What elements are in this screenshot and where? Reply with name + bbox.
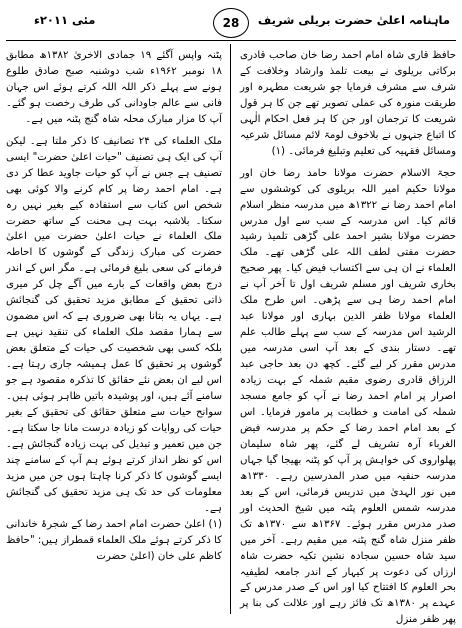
column-divider [230, 44, 231, 614]
header-rule [6, 40, 456, 41]
paragraph: ملک العلماء کی ۲۴ تصانیف کا ذکر ملتا ہے۔ لیکن آپ کی ایک ہی تصنیف "حیات اعلیٰ حضرت" ایسی تصنیف ہے جس نے آپ کو حیات جاوید عطا کر دی ہے۔ امام احمد رضا پر کام کرنے والا کوئی بھی شخص اس کتاب سے استفادہ کیے بغیر نہیں رہ سکتا۔ بلاشبہ بہت ہی محنت کے ساتھ حضرت ملک العلماء نے حیات اعلیٰ حضرت میں اعلیٰ حضرت کی مبارک زندگی کے گوشوں کا احاطہ فرمانے کی سعی بلیغ فرمائی ہے۔ مگر اس کے اندر درج بعض واقعات کے بارے میں آگے چل کر میری ذاتی تحقیق کے مطابق مزید تحقیق کی گنجائش ہے۔ یہاں یہ بتانا بھی ضروری ہے کہ اس مضمون سے ہمارا مقصد ملک العلماء کی تنقید نہیں ہے بلکہ کسی بھی شخصیت کی حیات کے متعلق بعض گوشوں پر تحقیق کا عمل ہمیشہ جاری رہتا ہے۔ اس لیے ان بعض نئے حقائق کا تذکرہ مقصود ہے جو سامنے آئے ہیں، اور پوشیدہ باتیں ظاہر ہوئی ہیں۔ سوانح حیات سے متعلق حقائق کی تحقیق کے بغیر حیات کی روایات کو زیادہ درست مانا جا سکتا ہے۔ جن میں تعمیر و تبدیل کی بہت زیادہ گنجائش ہے۔ اس کو نظر انداز کرتے ہوئے ہم آپ کے سامنے چند ایسے گوشوں کا ذکر کرنا چاہتا ہوں جن میں مزید معلومات کی حد تک ہی مزید تحقیق کی گنجائش ہے۔ [6, 135, 222, 514]
paragraph-text: حافظ قاری شاہ امام احمد رضا خان صاحب قادری برکاتی بریلوی نے بیعت تلمذ وارشاد وخلافت کے شرف سے مشرف فرمایا جو شریعت مطہرہ اور طریقت منورہ کی عملی تصویر تھے جن کا ہر قول شریعت کا ترجمان اور جن کا ہر فعل احکام الٰہی کا اتباع جنہوں نے بلاخوف لومۃ لائم مسائل شرعیہ ومسائل فقہیہ کی تعلیم وتبلیغ فرمائی۔ [240, 50, 456, 157]
paragraph: پٹنہ واپس آگئے ۱۹ جمادی الاخریٰ ۱۳۸۲ھ مطابق ۱۸ نومبر ۱۹۶۲ء شب دوشنبہ صبح صادق طلوع ہونے سے پہلے ذکر اللہ اللہ کرتے ہوئے اس جہان فانی سے عالم جاودانی کی طرف رخصت ہو گئے۔ آپ کا مزار مبارک محلہ شاہ گنج پٹنہ میں ہے۔ [6, 50, 222, 125]
page-header [6, 4, 456, 44]
paragraph [240, 48, 456, 160]
left-column [6, 48, 222, 614]
issue-date: مئی ۲۰۱۱ء [34, 13, 96, 27]
magazine-page [6, 4, 457, 626]
footnote-mark: (۱) [271, 145, 286, 157]
page-number: 28 [213, 8, 249, 38]
magazine-title: ماہنامہ اعلیٰ حضرت بریلی شریف [257, 13, 450, 27]
paragraph: (۱) اعلیٰ حضرت امام احمد رضا کے شجرۂ خاندانی کا ذکر کرتے ہوئے ملک العلماء قمطراز ہیں: "حافظ کاظم علی خان (اعلیٰ حضرت [6, 518, 222, 562]
right-column [240, 48, 457, 626]
paragraph: حجۃ الاسلام حضرت مولانا حامد رضا خان اور مولانا حکیم امیر اللہ بریلوی کی کوششوں سے امام احمد رضا نے ۱۳۲۲ھ میں مدرسہ منظر اسلام قائم کیا۔ اس مدرسہ کے سب سے اول مدرس حضرت مولانا بشیر احمد علی گڑھی تلمیذ رشید حضرت مفتی لطف اللہ علی گڑھی تھے۔ ملک العلماء نے ان ہی سے اکتساب فیض کیا۔ پھر صحیح بخاری شریف اور مسلم شریف اول تا آخر آپ نے امام احمد رضا ہی سے پڑھی۔ اس طرح ملک العلماء مولانا ظفر الدین بہاری اور مولانا عبد الرشید اس مدرسہ کے سب سے پہلے طالب علم تھے۔ دستار بندی کے بعد آپ اسی مدرسہ میں مدرس مقرر کر لیے گئے۔ کچھ دن بعد حاجی عبد الرزاق قادری رضوی مقیم شملہ کے بہت زیادہ اصرار پر امام احمد رضا نے آپ کو جامع مسجد شملہ کی امامت و خطابت پر مامور فرمایا۔ اس کے بعد امام احمد رضا کے حکم پر مدرسہ فیض الغرباء آرہ تشریف لے گئے، پھر شاہ سلیمان پھلواروی کی خواہش پر آپ کو پٹنہ بھیجا گیا جہاں مدرسہ حنفیہ میں صدر المدرسین رہے۔ ۱۳۳۰ھ میں نور الہدیٰ میں تدریس فرمائی، اس کے بعد مدرسہ شمس العلوم پٹنہ میں شیخ الحدیث اور صدر مدرس مقرر ہوئے۔ ۱۳۶۷ھ سے ۱۳۷۰ھ تک ظفر منزل شاہ گنج پٹنہ میں مقیم رہے۔ آخر میں سید شاہ حسین سجادہ نشین تکیہ حضرت شاہ ارزاں کی دعوت پر کیہار کے اندر جامعہ لطیفیہ بحر العلوم کا افتتاح کیا اور اس کے صدر مدرس کے عہدے پر ۱۳۸۰ھ تک فائز رہے اور علالت کی بنا پر پھر ظفر منزل [240, 167, 457, 626]
